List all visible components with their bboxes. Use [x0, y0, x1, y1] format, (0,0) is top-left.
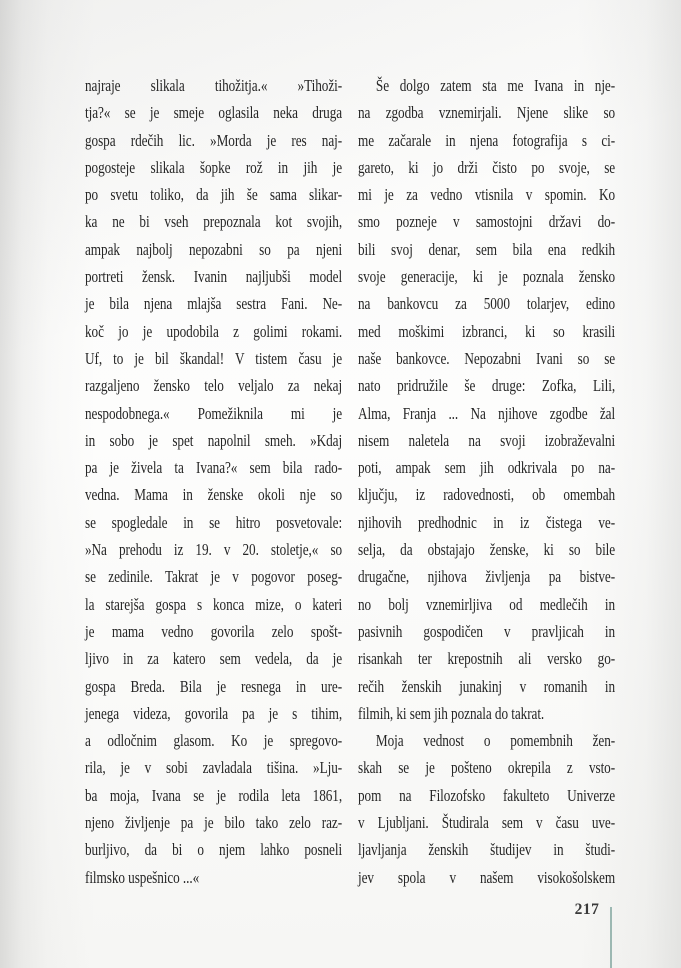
text-line: nato pridružile še druge: Zofka, Lili, [358, 376, 616, 396]
text-line: v Ljubljani. Študirala sem v času uve- [358, 813, 616, 833]
footer-rule [610, 907, 612, 968]
text-line: burljivo, da bi o njem lahko posneli [85, 840, 343, 860]
text-line: la starejša gospa s konca mize, o kateri [85, 594, 343, 614]
text-line: in sobo je spet napolnil smeh. »Kdaj [85, 430, 343, 450]
text-line: med moškimi izbranci, ki so krasili [358, 321, 616, 341]
text-line: gareto, ki jo drži čisto po svoje, se [358, 157, 616, 177]
text-line: Moja vednost o pomembnih žen- [375, 731, 616, 751]
text-line: jev spola v našem visokošolskem [358, 867, 616, 887]
text-line: no bolj vznemirljiva od medlečih in [358, 594, 616, 614]
text-line: rila, je v sobi zavladala tišina. »Lju- [85, 758, 343, 778]
text-line: bili svoj denar, sem bila ena redkih [358, 239, 616, 259]
text-line: ljivo in za katero sem vedela, da je [85, 649, 343, 669]
text-line: risankah ter krepostnih ali versko go- [358, 649, 616, 669]
text-line: razgaljeno žensko telo veljalo za nekaj [85, 376, 343, 396]
text-line: se spogledale in se hitro posvetovale: [85, 512, 343, 532]
text-line: gospa Breda. Bila je resnega in ure- [85, 676, 343, 696]
text-line: ključju, iz radovednosti, ob omembah [358, 485, 616, 505]
text-line: ljavljanja ženskih študijev in študi- [358, 840, 616, 860]
text-line: Še dolgo zatem sta me Ivana in nje- [375, 76, 616, 95]
text-line: pa je živela ta Ivana?« sem bila rado- [85, 458, 343, 478]
text-line: a odločnim glasom. Ko je spregovo- [85, 731, 343, 751]
text-line: njeno življenje pa je bilo tako zelo raz- [85, 813, 343, 833]
text-line: drugačne, njihova življenja pa bistve- [358, 567, 616, 587]
text-line: najraje slikala tihožitja.« »Tihoži- [85, 76, 343, 95]
text-line: ba moja, Ivana se je rodila leta 1861, [85, 785, 343, 805]
text-line: selja, da obstajajo ženske, ki so bile [358, 540, 616, 560]
text-line: tja?« se je smeje oglasila neka druga [85, 103, 343, 123]
text-line: skah se je pošteno okrepila z vsto- [358, 758, 616, 778]
text-line: koč jo je upodobila z golimi rokami. [85, 321, 343, 341]
text-line: na bankovcu za 5000 tolarjev, edino [358, 294, 616, 314]
text-line: portreti žensk. Ivanin najljubši model [85, 267, 343, 287]
text-line: smo pozneje v samostojni državi do- [358, 212, 616, 232]
text-line: vedna. Mama in ženske okoli nje so [85, 485, 343, 505]
text-line: rečih ženskih junakinj v romanih in [358, 676, 616, 696]
text-line: je mama vedno govorila zelo spošt- [85, 621, 343, 641]
text-line: pom na Filozofsko fakulteto Univerze [358, 785, 616, 805]
text-line: mi je za vedno vtisnila v spomin. Ko [358, 185, 616, 205]
text-line: filmih, ki sem jih poznala do takrat. [358, 703, 545, 723]
text-line: svoje generacije, ki je poznala žensko [358, 267, 616, 287]
text-column-right [358, 72, 615, 891]
text-line: po svetu toliko, da jih še sama slikar- [85, 185, 343, 205]
text-line: »Na prehodu iz 19. v 20. stoletje,« so [85, 540, 343, 560]
text-line: nisem naletela na svoji izobraževalni [358, 430, 616, 450]
text-line: pogosteje slikala šopke rož in jih je [85, 157, 343, 177]
text-line: na zgodba vznemirjali. Njene slike so [358, 103, 616, 123]
text-line: me začarale in njena fotografija s ci- [358, 130, 616, 150]
text-column-left [85, 72, 342, 891]
text-line: poti, ampak sem jih odkrivala po na- [358, 458, 616, 478]
text-line: pasivnih gospodičen v pravljicah in [358, 621, 616, 641]
text-line: Uf, to je bil škandal! V tistem času je [85, 348, 343, 368]
text-line: naše bankovce. Nepozabni Ivani so se [358, 348, 616, 368]
text-line: gospa rdečih lic. »Morda je res naj- [85, 130, 343, 150]
text-line: ka ne bi vseh prepoznala kot svojih, [85, 212, 343, 232]
text-line: ampak najbolj nepozabni so pa njeni [85, 239, 343, 259]
text-line: jenega videza, govorila pa je s tihim, [85, 703, 343, 723]
text-line: je bila njena mlajša sestra Fani. Ne- [85, 294, 343, 314]
page-number: 217 [574, 901, 600, 918]
text-line: nespodobnega.« Pomežiknila mi je [85, 403, 343, 423]
text-line: se zedinile. Takrat je v pogovor poseg- [85, 567, 343, 587]
text-line: filmsko uspešnico ...« [85, 867, 200, 887]
text-line: njihovih predhodnic in iz čistega ve- [358, 512, 616, 532]
text-line: Alma, Franja ... Na njihove zgodbe žal [358, 403, 616, 423]
